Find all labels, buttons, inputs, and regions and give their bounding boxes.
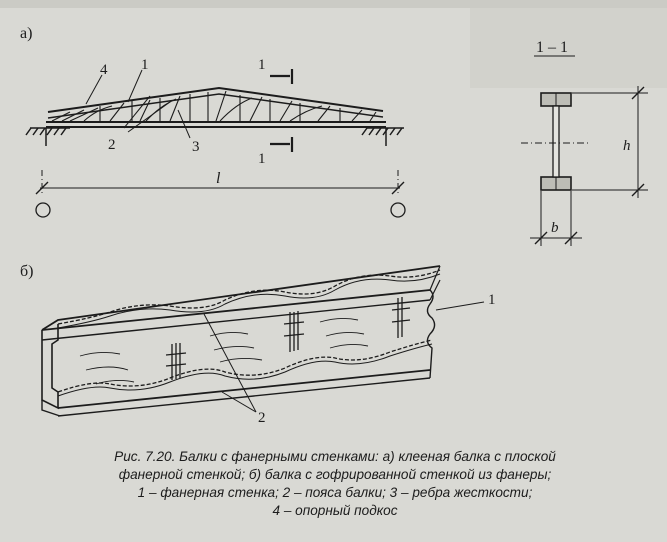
figure-caption (20, 448, 650, 520)
plywood-web (553, 106, 559, 177)
callout-b-1: 1 (488, 292, 496, 308)
figure-b-label: б) (20, 263, 34, 280)
section-title: 1 – 1 (536, 39, 568, 56)
callout-3: 3 (192, 139, 200, 155)
span-label: l (216, 170, 221, 187)
callout-2: 2 (108, 137, 116, 153)
callout-b-2: 2 (258, 410, 266, 426)
caption-line: фанерной стенкой; б) балка с гофрированной стенкой из фанеры; (118, 467, 552, 482)
callout-1: 1 (141, 57, 149, 73)
figure-a-label: а) (20, 25, 33, 42)
section-mark-bottom: 1 (258, 151, 266, 167)
caption-line: 1 – фанерная стенка; 2 – пояса балки; 3 – ребра жесткости; (137, 485, 533, 500)
caption-line: 4 – опорный подкос (272, 503, 398, 518)
width-label: b (551, 220, 559, 236)
caption-line: Рис. 7.20. Балки с фанерными стенками: а) клееная балка с плоской (114, 449, 556, 464)
callout-4: 4 (100, 62, 108, 78)
section-mark-top: 1 (258, 57, 266, 73)
height-label: h (623, 138, 631, 154)
